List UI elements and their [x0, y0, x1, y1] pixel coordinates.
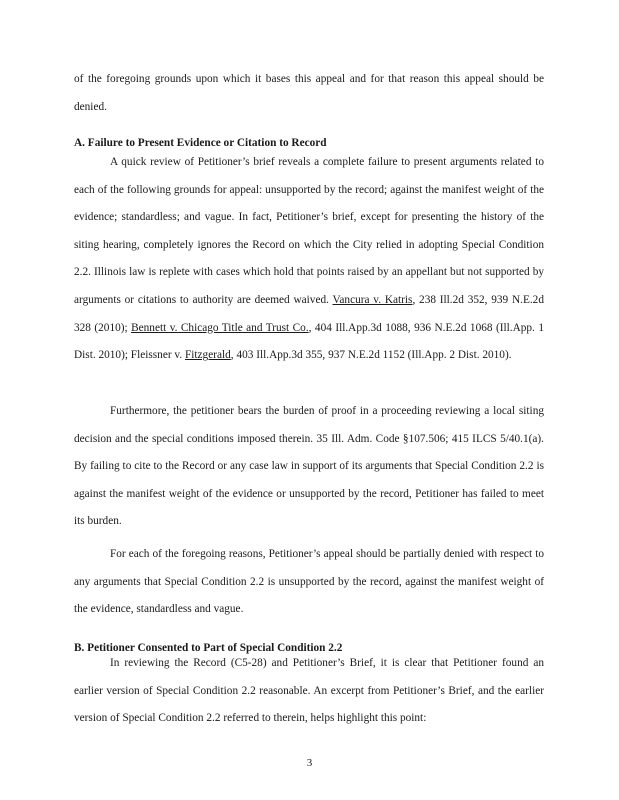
intro-paragraph	[74, 66, 544, 121]
citation-fleissner-details: , 403 Ill.App.3d 355, 937 N.E.2d 1152 (Ill.App. 2 Dist. 2010).	[230, 349, 512, 362]
citation-bennett: Bennett v. Chicago Title and Trust Co.	[131, 321, 309, 334]
section-b-paragraph-1	[74, 650, 544, 733]
section-a-heading-text: A. Failure to Present Evidence or Citation to Record	[74, 137, 327, 149]
section-a-paragraph-3-text: For each of the foregoing reasons, Petitioner’s appeal should be partially denied with respect to any arguments that Special Condition 2.2 is unsupported by the record, against the manifest weight of the evidence, standardless and vague.	[74, 548, 544, 616]
citation-fleissner: Fitzgerald	[184, 349, 231, 362]
section-a-paragraph-1-text: A quick review of Petitioner’s brief reveals a complete failure to present arguments related to each of the following grounds for appeal: unsupported by the record; against the manifest weight of the evidence; standardless; and vague. In fact, Petitioner’s brief, except for presenting the history of the siting hearing, completely ignores the Record on which the City relied in adopting Special Condition 2.2. Illinois law is replete with cases which hold that points raised by an appellant but not supported by arguments or citations to authority are deemed waived.	[74, 156, 544, 306]
section-a-paragraph-2-text: Furthermore, the petitioner bears the burden of proof in a proceeding reviewing a local siting decision and the special conditions imposed therein. 35 Ill. Adm. Code §107.506; 415 ILCS 5/40.1(a). By failing to cite to the Record or any case law in support of its arguments that Special Condition 2.2 is against the manifest weight of the evidence or unsupported by the record, Petitioner has failed to meet its burden.	[74, 405, 544, 528]
section-a-paragraph-1	[74, 149, 544, 370]
section-b-heading-text: B. Petitioner Consented to Part of Special Condition 2.2	[74, 642, 343, 654]
intro-text: of the foregoing grounds upon which it bases this appeal and for that reason this appeal should be denied.	[74, 73, 544, 113]
citation-vancura: Vancura v. Katris	[332, 293, 413, 306]
citation-vancura-details: , 238 Ill.2d 352, 939 N.E.2d 328 (2010);	[74, 293, 544, 334]
section-b-paragraph-1-text: In reviewing the Record (C5-28) and Petitioner’s Brief, it is clear that Petitioner found an earlier version of Special Condition 2.2 reasonable. An excerpt from Petitioner’s Brief, and the earlier version of Special Condition 2.2 referred to therein, helps highlight this point:	[74, 657, 544, 725]
page-number: 3	[306, 757, 313, 769]
section-a-paragraph-2	[74, 398, 544, 536]
citation-bennett-details: , 404 Ill.App.3d 1088, 936 N.E.2d 1068 (Ill.App. 1 Dist. 2010); Fleissner v.	[74, 321, 544, 362]
section-a-paragraph-3	[74, 541, 544, 624]
